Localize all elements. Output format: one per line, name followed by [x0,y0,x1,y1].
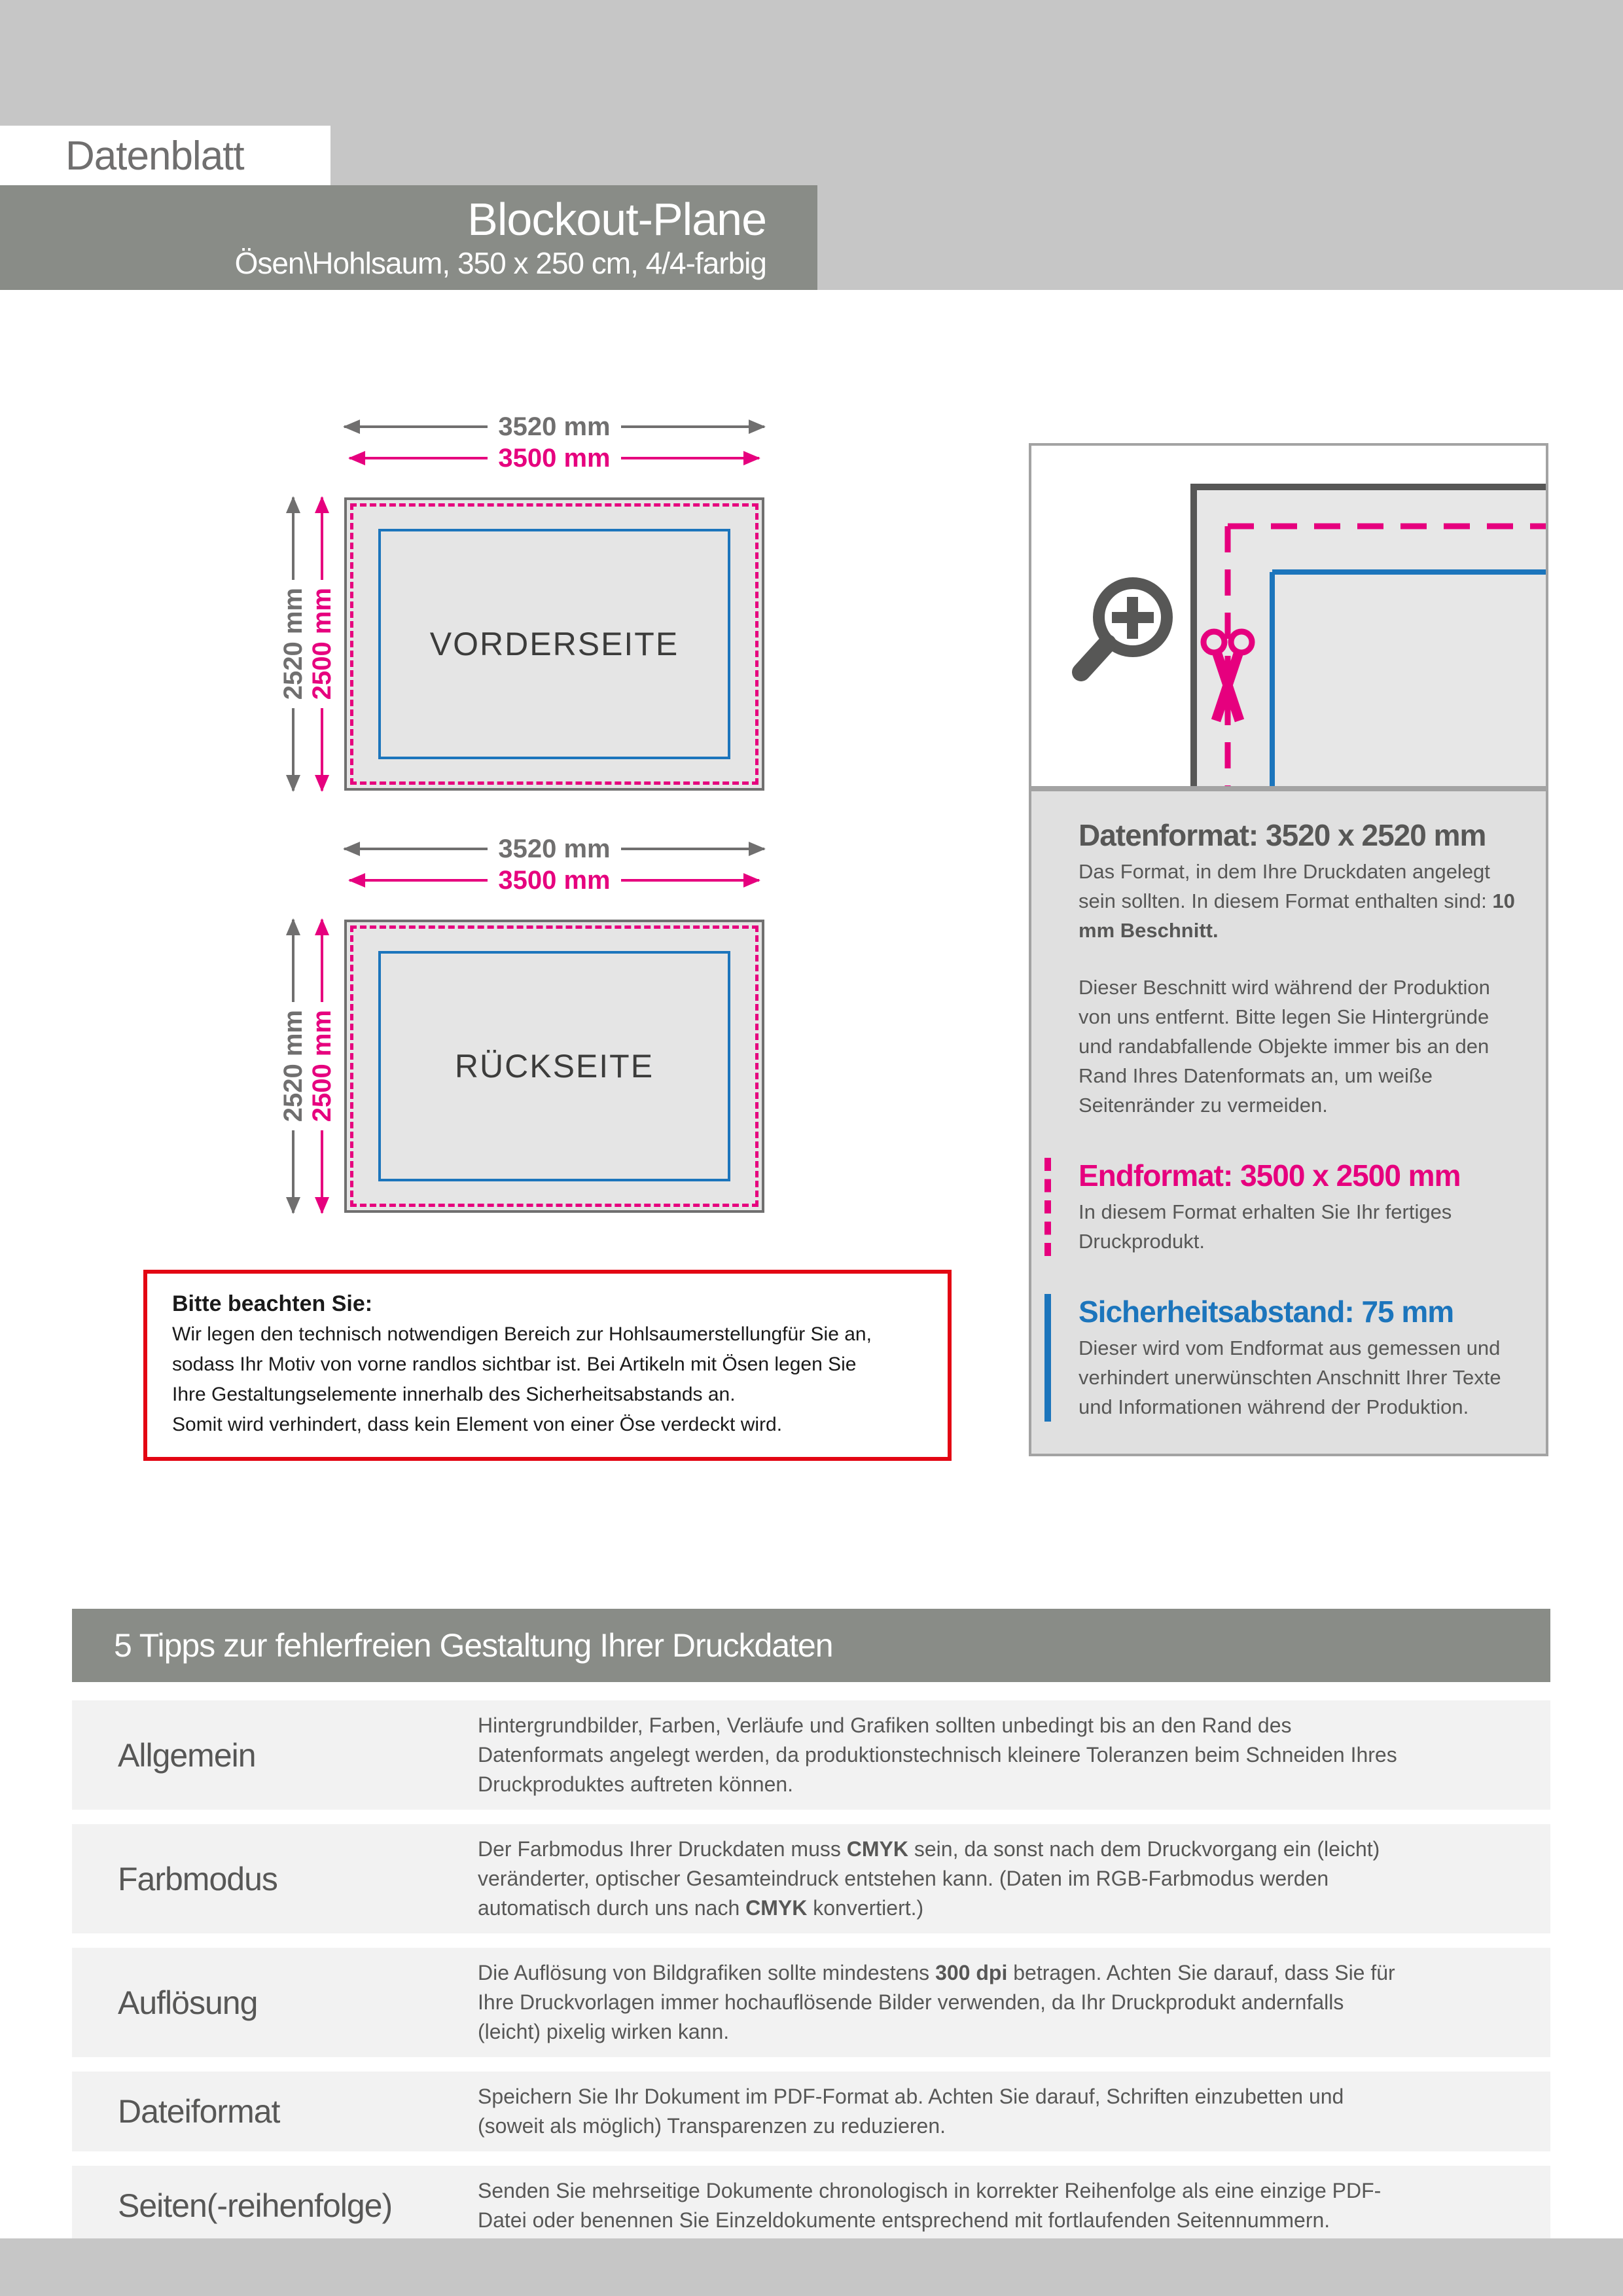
row-text: Senden Sie mehrseitige Dokumente chronologisch in korrekter Reihenfolge als eine einzige PDF-Datei oder benennen Sie Einzeldokumente entsprechend mit fortlaufenden Seitennummern. [478,2179,1382,2232]
front-safety-border [378,529,730,759]
datenformat-text-2: Dieser Beschnitt wird während der Produktion von uns entfernt. Bitte legen Sie Hintergründe und randabfallende Objekte immer bis an den Rand Ihres Datenformats an, um weiße Seitenränder zu vermeiden. [1079,976,1490,1117]
back-height-inner-label: 2500 mm [307,1010,336,1122]
arrow-up-icon [292,920,294,1002]
arrow-right-icon [621,879,759,882]
arrow-left-icon [344,425,488,428]
sicherheitsabstand-text: Dieser wird vom Endformat aus gemessen und verhindert unerwünschten Anschnitt Ihrer Texte und Informationen während der Produktion. [1079,1336,1501,1418]
front-height-inner-dim [308,497,336,791]
row-text: Der Farbmodus Ihrer Druckdaten muss CMYK sein, da sonst nach dem Druckvorgang ein (leicht) veränderter, optischer Gesamteindruck entstehen kann. (Daten im RGB-Farbmodus werden automatisch durch uns nach CMYK konvertiert.) [478,1837,1380,1920]
tips-table [72,1700,1550,2260]
panel-area [1194,487,1546,786]
back-width-outer-dim [344,834,764,863]
arrow-left-icon [344,848,488,850]
row-text: Hintergrundbilder, Farben, Verläufe und Grafiken sollten unbedingt bis an den Rand des Datenformats angelegt werden, da produktionstechnisch kleinere Toleranzen beim Schneiden Ihres Druckproduktes auftreten können. [478,1713,1397,1796]
notice-line: sodass Ihr Motiv von vorne randlos sichtbar ist. Bei Artikeln mit Ösen legen Sie [172,1354,857,1375]
front-width-inner-label: 3500 mm [498,443,611,473]
datenformat-text-1: Das Format, in dem Ihre Druckdaten angelegt sein sollten. In diesem Format enthalten sind: 10 mm Beschnitt. [1079,860,1515,942]
spacer [1031,945,1522,973]
page-subtitle: Ösen\Hohlsaum, 350 x 250 cm, 4/4-farbig [234,246,766,280]
row-label: Auflösung [118,1984,258,2021]
endformat-title: Endformat: 3500 x 2500 mm [1079,1158,1461,1193]
sheet-label: Datenblatt [65,133,244,179]
magnifier-icon [1081,583,1167,672]
table-row-allgemein [72,1700,1550,1810]
page-title: Blockout-Plane [467,194,766,245]
row-label: Farbmodus [118,1860,277,1897]
arrow-left-icon [349,879,488,882]
table-row-farbmodus [72,1824,1550,1933]
front-width-inner-dim [349,444,759,473]
notice-line: Wir legen den technisch notwendigen Bereich zur Hohlsaumerstellungfür Sie an, [172,1323,872,1345]
arrow-up-icon [321,497,323,580]
arrow-down-icon [321,708,323,791]
row-label: Allgemein [118,1736,256,1774]
notice-box [143,1270,952,1461]
row-label: Seiten(-reihenfolge) [118,2187,393,2224]
tips-header: 5 Tipps zur fehlerfreien Gestaltung Ihrer Druckdaten [114,1627,833,1664]
back-safety-border [378,951,730,1181]
row-text: Die Auflösung von Bildgrafiken sollte mindestens 300 dpi betragen. Achten Sie darauf, dass Sie für Ihre Druckvorlagen immer hochauflösende Bilder verwenden, da Ihr Druckprodukt andernfalls (leicht) pixelig wirken kann. [478,1961,1395,2043]
footer-band [0,2238,1623,2296]
front-width-outer-label: 3520 mm [498,412,611,441]
row-label: Dateiformat [118,2093,280,2130]
arrow-down-icon [292,708,294,791]
notice-line: Somit wird verhindert, dass kein Element von einer Öse verdeckt wird. [172,1414,783,1435]
front-height-outer-dim [279,497,308,791]
back-panel [344,920,764,1213]
front-width-outer-dim [344,412,764,441]
back-width-inner-dim [349,866,759,895]
corner-detail-illustration [1029,443,1548,789]
front-panel-label: VORDERSEITE [429,626,679,662]
front-height-outer-label: 2520 mm [278,588,308,700]
notice-title: Bitte beachten Sie: [172,1291,373,1316]
sheet-label-box [0,126,330,186]
arrow-up-icon [321,920,323,1002]
back-height-outer-dim [279,920,308,1213]
front-height-inner-label: 2500 mm [307,588,336,700]
table-row-dateiformat [72,2072,1550,2151]
tips-header-band [72,1609,1550,1682]
back-width-outer-label: 3520 mm [498,834,611,863]
arrow-left-icon [349,457,488,459]
notice-line: Ihre Gestaltungselemente innerhalb des Sicherheitsabstands an. [172,1384,736,1405]
arrow-down-icon [321,1130,323,1213]
corner-detail-svg [1031,446,1546,786]
back-panel-label: RÜCKSEITE [454,1048,654,1085]
format-info-box [1029,789,1548,1456]
sicherheitsabstand-title: Sicherheitsabstand: 75 mm [1079,1295,1454,1329]
endformat-text: In diesem Format erhalten Sie Ihr fertiges Druckprodukt. [1079,1200,1452,1253]
arrow-right-icon [621,425,764,428]
front-panel [344,497,764,791]
arrow-right-icon [621,457,759,459]
back-width-inner-label: 3500 mm [498,865,611,895]
back-height-inner-dim [308,920,336,1213]
back-height-outer-label: 2520 mm [278,1010,308,1122]
row-text: Speichern Sie Ihr Dokument im PDF-Format ab. Achten Sie darauf, Schriften einzubetten und (soweit als möglich) Transparenzen zu reduzieren. [478,2085,1344,2138]
arrow-right-icon [621,848,764,850]
endformat-section [1044,1158,1522,1256]
title-band [0,185,817,290]
table-row-aufloesung [72,1948,1550,2057]
arrow-down-icon [292,1130,294,1213]
datenformat-title: Datenformat: 3520 x 2520 mm [1079,818,1486,852]
sicherheitsabstand-section [1044,1294,1522,1422]
table-row-seitenreihenfolge [72,2166,1550,2246]
arrow-up-icon [292,497,294,580]
